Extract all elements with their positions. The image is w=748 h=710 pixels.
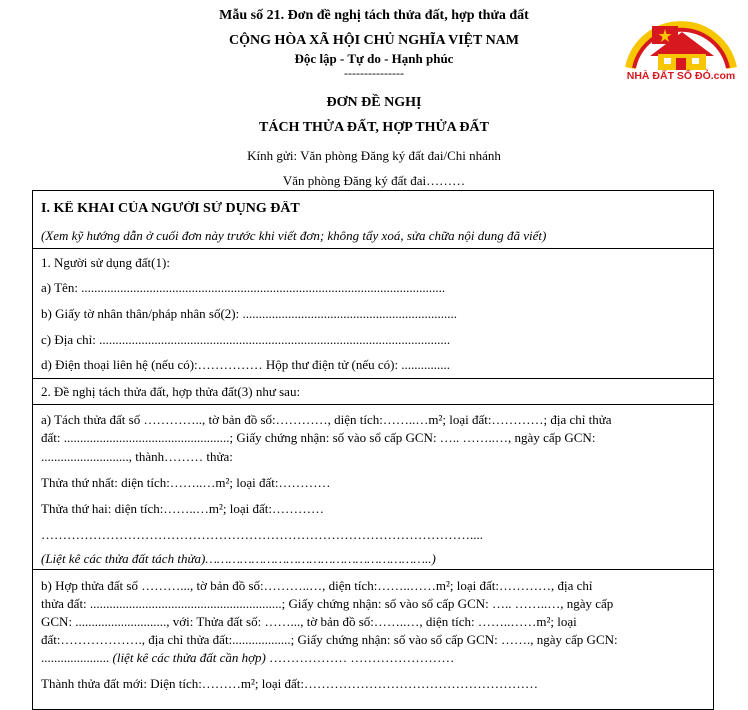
recipient-line-2: Văn phòng Đăng ký đất đai……… xyxy=(282,173,466,188)
merge-line-2[interactable]: thửa đất: ...........................................................; Giấy chứng nhận: số vào sổ cấp GCN: ….. ……..…, ngày cấp xyxy=(41,596,614,611)
request-block xyxy=(32,379,714,405)
user-info-block xyxy=(32,249,714,379)
split-line-1[interactable]: a) Tách thửa đất số ………….., tờ bản đồ số:…………, diện tích:……..…m²; loại đất:…………; địa chỉ thửa xyxy=(41,412,612,427)
user-contact-field[interactable]: d) Điện thoại liên hệ (nếu có):…………… Hộp thư điện tử (nếu có): ............... xyxy=(41,357,451,372)
merge-line-5-dots: ..................... xyxy=(41,650,110,665)
user-address-field[interactable]: c) Địa chỉ: ............................................................................................................ xyxy=(41,332,451,347)
section-1-note: (Xem kỹ hướng dẫn ở cuối đơn này trước khi viết đơn; không tẩy xoá, sửa chữa nội dung đã viết) xyxy=(41,228,547,243)
split-plot-1[interactable]: Thửa thứ nhất: diện tích:……..…m²; loại đất:………… xyxy=(41,475,331,490)
recipient-line-1: Kính gửi: Văn phòng Đăng ký đất đai/Chi nhánh xyxy=(247,148,501,163)
logo-text: NHÀ ĐẤT SỔ ĐỎ.com xyxy=(626,70,736,82)
merge-plot-block xyxy=(32,570,714,710)
item-2-title: 2. Đề nghị tách thửa đất, hợp thửa đất(3) như sau: xyxy=(41,384,301,399)
section-1-header xyxy=(32,190,714,249)
section-1-heading: I. KÊ KHAI CỦA NGƯỜI SỬ DỤNG ĐẤT xyxy=(41,201,300,216)
item-1-title: 1. Người sử dụng đất(1): xyxy=(41,255,170,270)
merge-line-4[interactable]: đất:………………., địa chỉ thửa đất:..................; Giấy chứng nhận: số vào sổ cấp GCN: ……., ngày cấp GCN: xyxy=(41,632,618,647)
motto: Độc lập - Tự do - Hạnh phúc xyxy=(294,51,454,66)
country-name: CỘNG HÒA XÃ HỘI CHỦ NGHĨA VIỆT NAM xyxy=(228,33,519,48)
document-subtitle: TÁCH THỬA ĐẤT, HỢP THỬA ĐẤT xyxy=(259,120,489,135)
split-line-3[interactable]: ..........................., thành……… thửa: xyxy=(41,449,233,464)
split-list-note: (Liệt kê các thửa đất tách thửa)…………………………………………………..) xyxy=(41,551,436,566)
split-dots-line[interactable]: ……………………………………………………………………………………….... xyxy=(41,527,483,542)
user-name-field[interactable]: a) Tên: ................................................................................................................ xyxy=(41,280,446,295)
split-line-2[interactable]: đất: ...................................................; Giấy chứng nhận: số vào sổ cấp GCN: ….. ……..…, ngày cấp GCN: xyxy=(41,430,596,445)
merge-new-plot[interactable]: Thành thửa đất mới: Diện tích:………m²; loại đất:……………………………………………… xyxy=(41,676,538,691)
user-id-field[interactable]: b) Giấy tờ nhân thân/pháp nhân số(2): .................................................................. xyxy=(41,306,457,321)
form-number-title: Mẫu số 21. Đơn đề nghị tách thửa đất, hợp thửa đất xyxy=(219,8,529,23)
merge-list-note: (liệt kê các thửa đất cần hợp) xyxy=(112,650,266,665)
site-logo[interactable] xyxy=(620,8,742,86)
document-title: ĐƠN ĐỀ NGHỊ xyxy=(326,95,422,110)
merge-line-3[interactable]: GCN: ............................, với: Thửa đất số: ……..., tờ bản đồ số:……..…, diện tích: ……..……m²; loại xyxy=(41,614,577,629)
merge-line-5[interactable] xyxy=(41,650,707,666)
merge-line-5-tail: ……………… …………………… xyxy=(269,650,455,665)
merge-line-1[interactable]: b) Hợp thửa đất số ………..., tờ bản đồ số:………..…, diện tích:……..……m²; loại đất:…………, địa chỉ xyxy=(41,578,593,593)
header-divider: --------------- xyxy=(344,66,404,80)
split-plot-block xyxy=(32,405,714,570)
split-plot-2[interactable]: Thửa thứ hai: diện tích:……..…m²; loại đất:………… xyxy=(41,501,325,516)
